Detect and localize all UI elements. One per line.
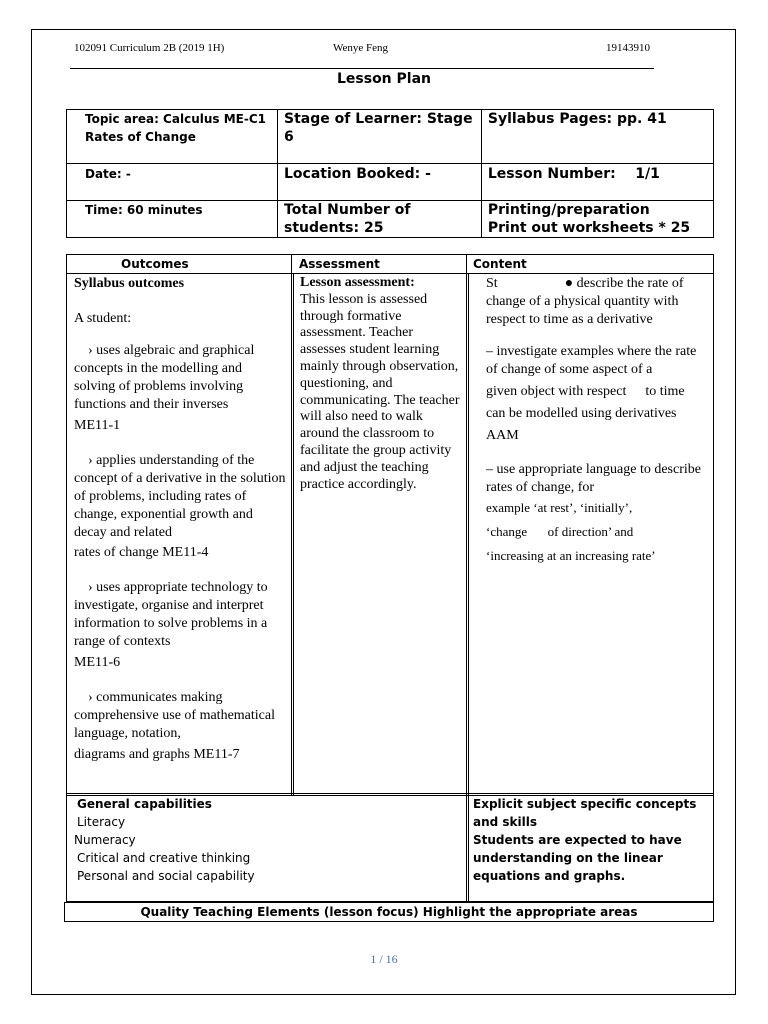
page-title: Lesson Plan <box>336 71 431 87</box>
bottom-section-line <box>67 793 713 794</box>
content-point-3-line3a: ‘change <box>486 524 528 539</box>
outcome-item-1: › uses algebraic and graphical concepts in the modelling and solving of problems involving functions and their inverses <box>74 343 255 412</box>
content-point-2-line2a: given object with respect <box>486 384 627 399</box>
outcomes-header: Outcomes <box>121 257 189 271</box>
students-cell <box>278 201 482 238</box>
explicit-concepts-heading: Explicit subject specific concepts and skills <box>473 797 697 829</box>
content-prefix: St <box>486 276 498 291</box>
time-cell <box>67 201 278 238</box>
col-divider-2 <box>466 255 467 795</box>
lesson-number-text: Lesson Number: 1/1 <box>487 166 660 182</box>
col-divider-1b <box>293 273 294 795</box>
location-cell <box>278 164 482 201</box>
outcome-code-3: ME11-6 <box>74 655 121 670</box>
topic-cell <box>67 110 278 164</box>
outcome-code-4: diagrams and graphs ME11-7 <box>74 747 240 762</box>
content-point-2-code: AAM <box>486 428 519 443</box>
capability-personal-social: Personal and social capability <box>77 869 255 883</box>
assessment-heading: Lesson assessment: <box>300 275 415 290</box>
content-point-3-line3b: of direction’ and <box>547 524 634 539</box>
assessment-column <box>300 275 462 493</box>
capability-critical-thinking: Critical and creative thinking <box>77 851 251 865</box>
capability-numeracy: Numeracy <box>74 833 136 847</box>
content-point-3-line2: example ‘at rest’, ‘initially’, <box>486 500 633 515</box>
outcomes-intro: A student: <box>74 311 132 326</box>
content-point-3-line4: ‘increasing at an increasing rate’ <box>486 548 656 563</box>
header-row-line <box>67 273 713 274</box>
col-divider-3 <box>466 795 467 902</box>
content-point-3-line1: – use appropriate language to describe rates of change, for <box>486 462 701 495</box>
outcome-item-3: › uses appropriate technology to investigate, organise and interpret information to solve problems in a range of contexts <box>74 580 268 649</box>
outcome-code-1: ME11-1 <box>74 418 121 433</box>
general-capabilities <box>74 795 457 885</box>
syllabus-pages-cell <box>481 110 713 164</box>
assessment-body: This lesson is assessed through formative assessment. Teacher assesses student learning mainly through observation, questioning, and communicating. The teacher will also need to walk around the classroom to facilitate the group activity and adjust the teaching practice accordingly. <box>300 291 460 492</box>
printing-detail: Print out worksheets * 25 <box>487 220 691 236</box>
stage-text: Stage of Learner: Stage 6 <box>284 111 473 145</box>
header-course: 102091 Curriculum 2B (2019 1H) <box>74 42 225 54</box>
lesson-info-table <box>66 109 714 238</box>
col-divider-1 <box>291 255 292 795</box>
general-capabilities-heading: General capabilities <box>77 797 212 811</box>
time-text: Time: 60 minutes <box>85 203 203 217</box>
outcome-code-2: rates of change ME11-4 <box>74 545 209 560</box>
content-point-2-line3: can be modelled using derivatives <box>486 406 677 421</box>
lesson-number-cell <box>481 164 713 201</box>
outcomes-table <box>66 254 714 902</box>
explicit-concepts-body: Students are expected to have understanding on the linear equations and graphs. <box>473 833 682 883</box>
printing-cell <box>481 201 713 238</box>
students-text: Total Number of students: 25 <box>284 202 411 236</box>
col-divider-2b <box>468 273 469 795</box>
content-bullet: ● <box>564 276 574 291</box>
content-point-2-line2b: to time <box>645 384 685 399</box>
date-text: Date: - <box>85 167 131 181</box>
header-author: Wenye Feng <box>333 42 389 54</box>
content-point-1: describe the rate of change of a physical quantity with respect to time as a derivative <box>486 276 684 327</box>
content-point-2-line1: – investigate examples where the rate of change of some aspect of a <box>486 344 697 377</box>
outcomes-column <box>74 275 286 764</box>
topic-line2: Rates of Change <box>85 130 196 144</box>
capability-literacy: Literacy <box>77 815 126 829</box>
outcomes-heading: Syllabus outcomes <box>74 276 185 291</box>
topic-line1: Topic area: Calculus ME-C1 <box>85 112 266 126</box>
stage-cell <box>278 110 482 164</box>
col-divider-3b <box>468 795 469 902</box>
content-column <box>486 275 708 565</box>
page-number: 1 / 16 <box>370 952 398 966</box>
outcome-item-4: › communicates making comprehensive use of mathematical language, notation, <box>74 690 275 741</box>
printing-label: Printing/preparation <box>487 202 650 218</box>
content-header: Content <box>473 257 527 271</box>
location-text: Location Booked: - <box>284 166 431 182</box>
header-student-id: 19143910 <box>606 42 650 54</box>
explicit-concepts <box>473 795 703 885</box>
header-rule <box>70 68 654 69</box>
quality-teaching-elements: Quality Teaching Elements (lesson focus) Highlight the appropriate areas <box>64 902 714 922</box>
outcome-item-2: › applies understanding of the concept of a derivative in the solution of problems, including rates of change, exponential growth and decay and related <box>74 453 286 540</box>
date-cell <box>67 164 278 201</box>
assessment-header: Assessment <box>299 257 380 271</box>
syllabus-pages-text: Syllabus Pages: pp. 41 <box>487 111 667 127</box>
